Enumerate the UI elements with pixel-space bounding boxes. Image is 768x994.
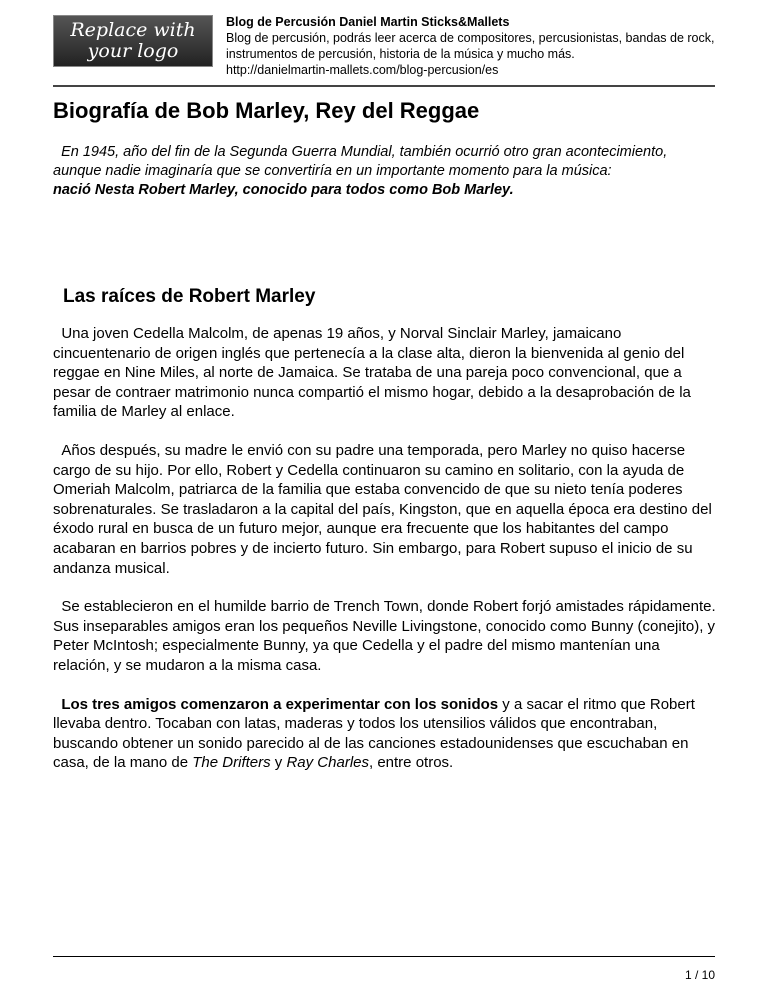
blog-url[interactable]: http://danielmartin-mallets.com/blog-percusion/es [226,63,499,77]
intro-bold: nació Nesta Robert Marley, conocido para todos como Bob Marley. [53,182,514,198]
paragraph-text: Se establecieron en el humilde barrio de Trench Town, donde Robert forjó amistades rápidamente. Sus inseparables amigos eran los pequeños Neville Livingstone, conocido como Bunny (conejito), y Peter McIntosh; especialmente Bunny, ya que Cedella y el padre del mismo mantenían una relación, y se mudaron a la misma casa. [53,598,716,674]
paragraph-text: Una joven Cedella Malcolm, de apenas 19 años, y Norval Sinclair Marley, jamaicano cincuentenario de origen inglés que pertenecía a la clase alta, dieron la bienvenida al genio del reggae en Nine Miles, al norte de Jamaica. Se trataba de una pareja poco convencional, que a pesar de contraer matrimonio nunca compartió el mismo hogar, debido a la desaprobación de la familia de Marley al enlace. [53,325,691,421]
article-title: Biografía de Bob Marley, Rey del Reggae [53,98,480,123]
artist-name: Ray Charles [286,754,369,772]
header-divider [53,85,715,87]
site-header [226,14,716,78]
section-title: Las raíces de Robert Marley [63,286,316,307]
article-intro [53,143,718,200]
blog-description: Blog de percusión, podrás leer acerca de compositores, percusionistas, bandas de rock, instrumentos de percusión, historia de la música y mucho más. [226,31,715,61]
intro-text: En 1945, año del fin de la Segunda Guerra Mundial, también ocurrió otro gran acontecimiento, aunque nadie imaginaría que se convertiría en un importante momento para la música: [53,144,668,179]
paragraph-bold: Los tres amigos comenzaron a experimentar con los sonidos [61,695,499,713]
logo: Replace with your logo [53,15,213,67]
blog-title: Blog de Percusión Daniel Martin Sticks&Mallets [226,15,510,29]
page-number: 1 / 10 [684,968,715,982]
paragraph [53,695,718,773]
paragraph [53,597,718,675]
paragraph-text: y a sacar el ritmo que Robert llevaba dentro. Tocaban con latas, maderas y todos los utensilios válidos que encontraban, buscando obtener un sonido parecido al de las canciones estadounidenses que escuchaban en casa, de la mano de [53,695,695,772]
paragraph [53,441,718,578]
article-body [53,324,718,792]
band-name: The Drifters [192,754,271,772]
footer-divider [53,956,715,957]
paragraph-text: y [270,754,287,772]
paragraph-text: , entre otros. [369,754,454,772]
paragraph-text: Años después, su madre le envió con su padre una temporada, pero Marley no quiso hacerse cargo de su hijo. Por ello, Robert y Cedella continuaron su camino en solitario, con la ayuda de Omeriah Malcolm, patriarca de la familia que estaba convencido de que su nieto tenía poderes sobrenaturales. Se trasladaron a la capital del país, Kingston, que en aquella época era destino del éxodo rural en busca de un futuro mejor, aunque era frecuente que los habitantes del campo acabaran en barrios pobres y de incierto futuro. Sin embargo, para Robert supuso el inicio de su andanza musical. [53,441,712,577]
paragraph [53,324,718,422]
